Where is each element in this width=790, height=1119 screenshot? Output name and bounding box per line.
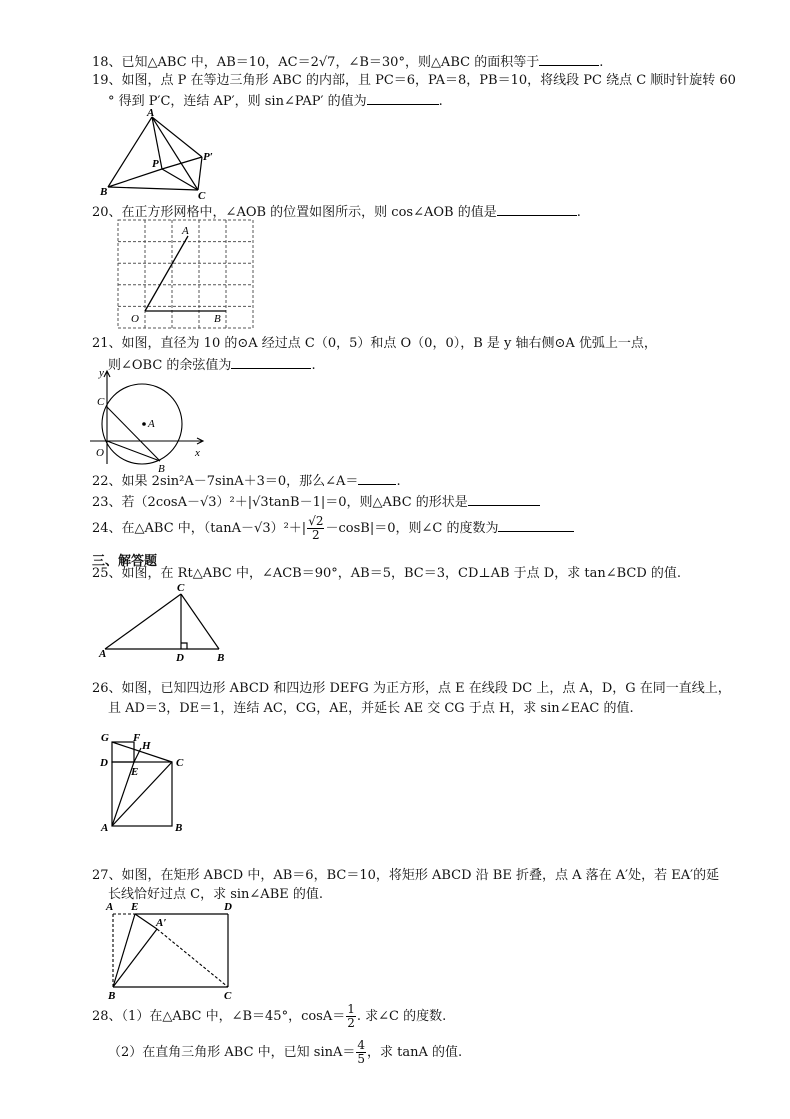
question-27: 27、如图，在矩形 ABCD 中，AB＝6，BC＝10，将矩形 ABCD 沿 BE 折叠，点 A 落在 A′处，若 EA′的延 xyxy=(92,868,720,883)
label-B: B xyxy=(217,652,225,664)
label-B: B xyxy=(214,313,221,325)
label-A: A xyxy=(99,648,107,660)
figure-q26-two-squares xyxy=(98,728,193,838)
figure-q20-square-grid xyxy=(110,216,260,334)
question-21-cont: 则∠OBC 的余弦值为 . xyxy=(108,358,316,373)
answer-blank[interactable] xyxy=(231,356,311,369)
fraction-4-over-5: $\frac{4}{5}$ xyxy=(357,1038,366,1066)
question-23: 23、若（2cosA－√3）²＋|√3tanB－1|＝0，则△ABC 的形状是 xyxy=(92,493,540,511)
question-18: 18、已知△ABC 中，AB＝10，AC＝2√7，∠B＝30°，则△ABC 的面积等于 . xyxy=(92,55,604,70)
answer-blank[interactable] xyxy=(358,472,396,485)
figure-q27-rectangle-fold xyxy=(100,897,250,1005)
question-25: 25、如图，在 Rt△ABC 中，∠ACB＝90°，AB＝5，BC＝3，CD⊥AB 于点 D，求 tan∠BCD 的值. xyxy=(92,566,682,581)
answer-blank[interactable] xyxy=(497,203,577,216)
label-D: D xyxy=(100,757,108,769)
answer-blank[interactable] xyxy=(367,92,439,105)
label-O: O xyxy=(131,313,139,325)
label-E: E xyxy=(131,901,139,913)
label-B: B xyxy=(100,186,108,198)
label-A: A xyxy=(147,107,155,119)
question-26-cont: 且 AD＝3，DE＝1，连结 AC，CG，AE，并延长 AE 交 CG 于点 H，求 sin∠EAC 的值. xyxy=(108,701,634,716)
question-28-part2: （2）在直角三角形 ABC 中，已知 sinA＝ $\frac{4}{5}$ ，求 tanA 的值. xyxy=(108,1038,463,1066)
label-D: D xyxy=(176,652,184,664)
question-26: 26、如图，已知四边形 ABCD 和四边形 DEFG 为正方形，点 E 在线段 DC 上，点 A，D，G 在同一直线上， xyxy=(92,681,731,696)
label-P: P xyxy=(152,158,159,170)
label-O: O xyxy=(96,447,104,459)
label-D: D xyxy=(224,901,232,913)
label-H: H xyxy=(142,740,151,752)
label-A-prime: A′ xyxy=(156,917,167,929)
figure-q21-circle-axes xyxy=(85,364,210,474)
section-heading: 三、解答题 xyxy=(92,554,158,569)
label-C: C xyxy=(224,990,232,1002)
label-B: B xyxy=(108,990,116,1002)
question-27-cont: 长线恰好过点 C，求 sin∠ABE 的值. xyxy=(108,887,324,902)
label-C: C xyxy=(198,190,206,200)
fraction-sqrt2-over-2: $\frac{√2}{2}$ xyxy=(308,514,324,542)
fraction-1-over-2: $\frac{1}{2}$ xyxy=(347,1002,355,1030)
label-x-axis: x xyxy=(195,447,200,459)
question-20: 20、在正方形网格中，∠AOB 的位置如图所示，则 cos∠AOB 的值是 . xyxy=(92,205,581,220)
answer-blank[interactable] xyxy=(498,519,574,532)
question-19-cont: ° 得到 P′C，连结 AP′，则 sin∠PAP′ 的值为 . xyxy=(108,94,443,109)
question-22: 22、如果 2sin²A－7sinA＋3＝0，那么∠A＝ . xyxy=(92,474,401,489)
label-G: G xyxy=(101,732,109,744)
label-P-prime: P′ xyxy=(203,151,213,163)
figure-q19-equilateral-triangle xyxy=(95,105,225,200)
label-A: A xyxy=(101,822,109,834)
label-E: E xyxy=(131,766,139,778)
figure-q25-right-triangle xyxy=(95,578,235,664)
label-A: A xyxy=(182,225,189,237)
label-A: A xyxy=(106,901,114,913)
question-24: 24、在△ABC 中，（tanA－√3）²＋| $\frac{√2}{2}$ －cosB|＝0，则∠C 的度数为 xyxy=(92,514,574,544)
label-B: B xyxy=(175,822,183,834)
label-F: F xyxy=(133,732,141,744)
label-C: C xyxy=(177,582,185,594)
label-A: A xyxy=(148,418,155,430)
label-C: C xyxy=(176,757,184,769)
label-C: C xyxy=(97,396,105,408)
question-21: 21、如图，直径为 10 的⊙A 经过点 C（0，5）和点 O（0，0），B 是 y 轴右侧⊙A 优弧上一点， xyxy=(92,336,657,351)
label-y-axis: y xyxy=(99,367,104,379)
question-28-part1: 28、（1）在△ABC 中，∠B＝45°，cosA＝ $\frac{1}{2}$ . 求∠C 的度数. xyxy=(92,1002,447,1030)
label-B: B xyxy=(158,463,165,474)
answer-blank[interactable] xyxy=(539,53,599,66)
answer-blank[interactable] xyxy=(468,493,540,506)
question-19: 19、如图，点 P 在等边三角形 ABC 的内部，且 PC＝6，PA＝8，PB＝10，将线段 PC 绕点 C 顺时针旋转 60 xyxy=(92,73,736,88)
